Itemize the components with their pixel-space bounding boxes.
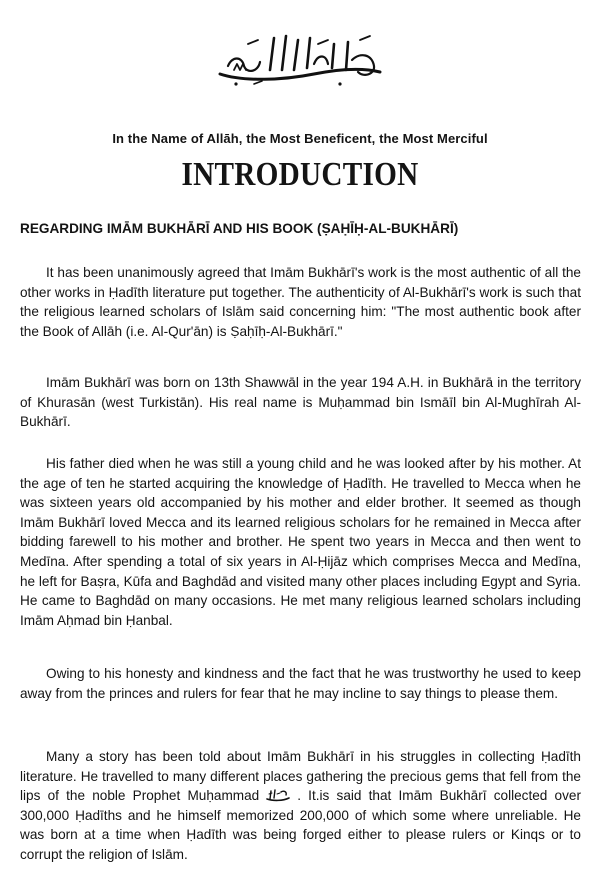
paragraph-collection-part-2: . It.is said that Imām Bukhārī collected over 300,000 Ḥadīths and he himself memorized 200,000 of which some where unreliable. He was born at a time when Ḥadīth was being forged either to please rulers or Kinqs or to corrupt the religion of Islām. — [20, 788, 581, 862]
invocation-line: In the Name of Allāh, the Most Beneficent, the Most Merciful — [112, 131, 488, 146]
bismillah-calligraphy-icon — [214, 30, 386, 94]
page-title: INTRODUCTION — [181, 156, 419, 193]
section-heading: REGARDING IMĀM BUKHĀRĪ AND HIS BOOK (ṢAḤĪḤ-AL-BUKHĀRĪ) — [20, 221, 459, 236]
paragraph-early-life: His father died when he was still a young child and he was looked after by his mother. At the age of ten he started acquiring the knowledge of Ḥadīth. He travelled to Mecca when he was sixteen years old accompanied by his mother and elder brother. It seemed as though Imām Bukhārī loved Mecca and its learned religious scholars for he remained in Mecca after bidding farewell to his mother and brother. He spent two years in Mecca and then went to Medīna. After spending a total of six years in Al-Ḥijāz which comprises Mecca and Medīna, he left for Baṣra, Kūfa and Baghdād and visited many other places including Egypt and Syria. He came to Baghdād on many occasions. He met many religious learned scholars including Imām Aḥmad bin Ḥanbal. — [20, 456, 581, 628]
paragraph-collection-part-1: Many a story has been told about Imām Bukhārī in his struggles in collecting Ḥadīth literature. He travelled to many different places gathering the precious gems that fell from the lips of the noble Prophet Muḥammad — [20, 749, 581, 804]
salutation-calligraphy-icon — [265, 788, 291, 802]
paragraph-collection — [20, 747, 581, 865]
paragraph-character: Owing to his honesty and kindness and the fact that he was trustworthy he used to keep away from the princes and rulers for fear that he may incline to say things to please them. — [20, 666, 581, 701]
paragraph-authenticity: It has been unanimously agreed that Imām Bukhārī's work is the most authentic of all the other works in Ḥadīth literature put together. The authenticity of Al-Bukhārī's work is such that the religious learned scholars of Islām said concerning him: "The most authentic book after the Book of Allāh (i.e. Al-Qur'ān) is Ṣaḥīḥ-Al-Bukhārī." — [20, 265, 581, 339]
paragraph-birth: Imām Bukhārī was born on 13th Shawwāl in the year 194 A.H. in Bukhārā in the territory of Khurasān (west Turkistān). His real name is Muḥammad bin Ismāīl bin Al-Mughīrah Al-Bukhārī. — [20, 375, 581, 430]
